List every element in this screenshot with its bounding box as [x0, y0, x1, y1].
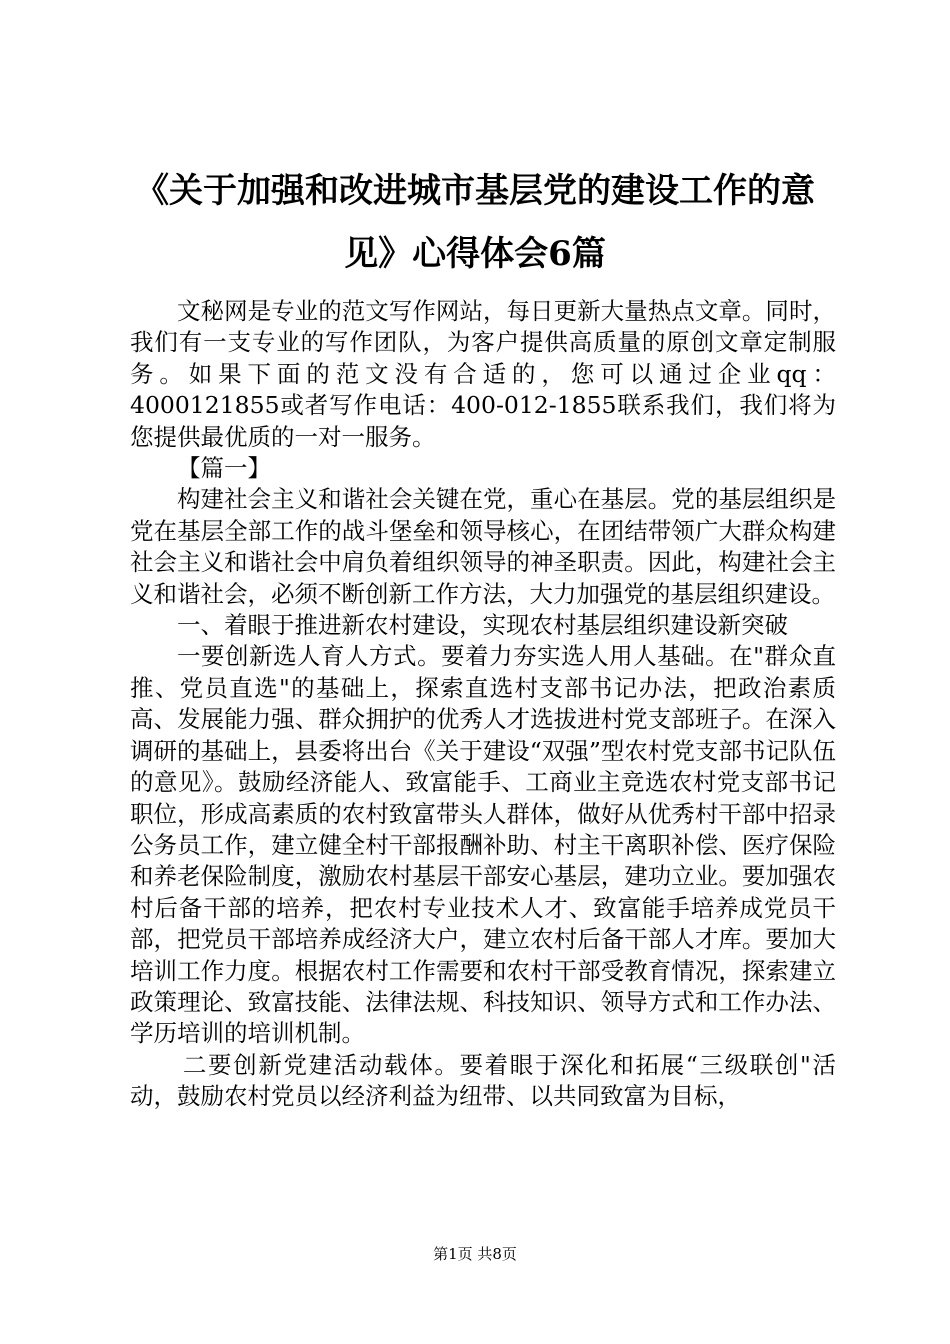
page-footer: 第1页 共8页 — [433, 1245, 517, 1263]
body-paragraph: 构建社会主义和谐社会关键在党，重心在基层。党的基层组织是党在基层全部工作的战斗堡垒和领导核心，在团结带领广大群众构建社会主义和谐社会中肩负着组织领导的神圣职责。因此，构建社会主义和谐社会，必须不断创新工作方法，大力加强党的基层组织建设。 — [130, 485, 836, 608]
body-paragraph: 二要创新党建活动载体。要着眼于深化和拓展“三级联创"活动，鼓励农村党员以经济利益为纽带、以共同致富为目标， — [130, 1050, 836, 1111]
document-title: 《关于加强和改进城市基层党的建设工作的意见》心得体会6篇 — [135, 171, 815, 274]
body-paragraph: 一要创新选人育人方式。要着力夯实选人用人基础。在"群众直推、党员直选"的基础上，探索直选村支部书记办法，把政治素质高、发展能力强、群众拥护的优秀人才选拔进村党支部班子。在深入调研的基础上，县委将出台《关于建设“双强”型农村党支部书记队伍的意见》。鼓励经济能人、致富能手、工商业主竞选农村党支部书记职位，形成高素质的农村致富带头人群体，做好从优秀村干部中招录公务员工作，建立健全村干部报酬补助、村主干离职补偿、医疗保险和养老保险制度，激励农村基层干部安心基层，建功立业。要加强农村后备干部的培养，把农村专业技术人才、致富能手培养成党员干部，把党员干部培养成经济大户，建立农村后备干部人才库。要加大培训工作力度。根据农村工作需要和农村干部受教育情况，探索建立政策理论、致富技能、法律法规、科技知识、领导方式和工作办法、学历培训的培训机制。 — [130, 642, 836, 1048]
intro-paragraph: 文秘网是专业的范文写作网站，每日更新大量热点文章。同时，我们有一支专业的写作团队，为客户提供高质量的原创文章定制服务。如果下面的范文没有合适的，您可以通过企业qq：4000121855或者写作电话：400-012-1855联系我们，我们将为您提供最优质的一对一服务。 — [130, 297, 836, 451]
subsection-heading: 一、着眼于推进新农村建设，实现农村基层组织建设新突破 — [177, 611, 788, 640]
document-body — [130, 296, 836, 1113]
section-heading: 【篇一】 — [177, 454, 271, 483]
